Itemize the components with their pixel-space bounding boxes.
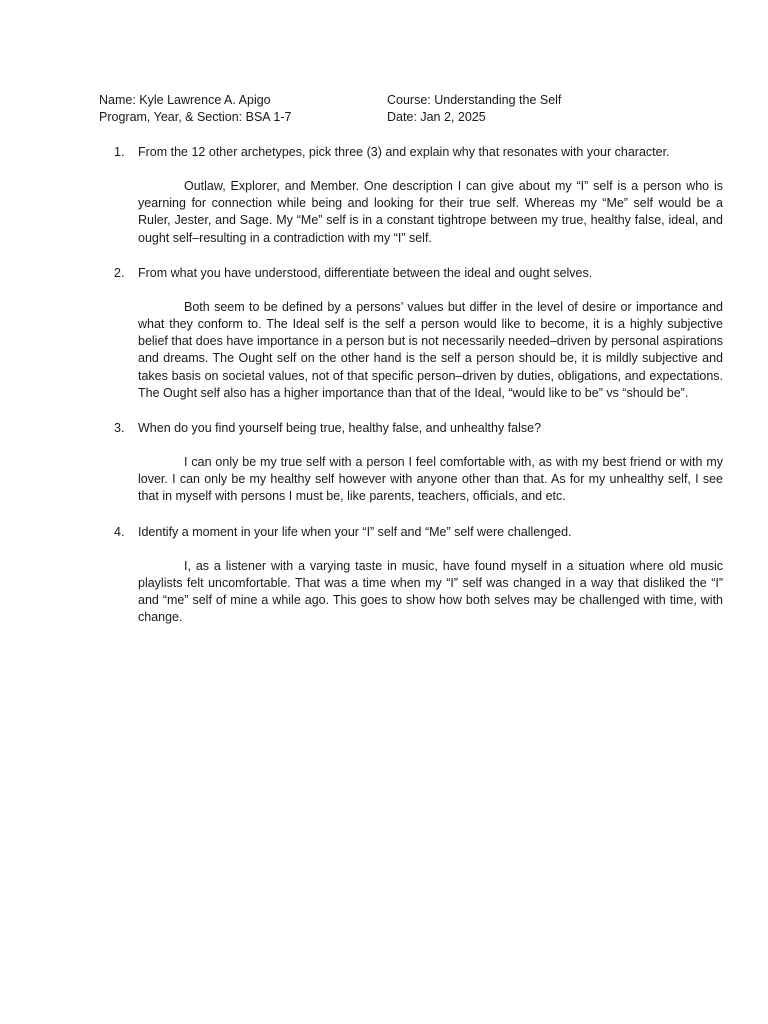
answer-text: I can only be my true self with a person I feel comfortable with, as with my best friend or with my lover. I can only be my healthy self however with anyone other than that. As for my unhealthy self, I see that in myself with persons I must be, like parents, teachers, officials, and etc.: [138, 455, 723, 504]
question-list: [114, 144, 723, 644]
question-text: When do you find yourself being true, healthy false, and unhealthy false?: [138, 421, 542, 436]
student-name: Name: Kyle Lawrence A. Apigo: [99, 93, 271, 107]
question-item-2: [114, 265, 723, 402]
answer-text: Both seem to be defined by a persons’ values but differ in the level of desire or importance and what they conform to. The Ideal self is the self a person would like to become, it is a highly subjective belief that does have importance in a person but is not necessarily needed–driven by personal aspirations and dreams. The Ought self on the other hand is the self a person should be, it is mildly subjective and takes basis on societal values, not of that specific person–driven by duties, obligations, and expectations. The Ought self also has a higher importance than that of the Ideal, “would like to be” vs “should be”.: [138, 299, 723, 400]
question-text: From the 12 other archetypes, pick three (3) and explain why that resonates with your character.: [138, 145, 670, 159]
program-section: Program, Year, & Section: BSA 1-7: [99, 110, 292, 124]
question-text: From what you have understood, differentiate between the ideal and ought selves.: [138, 265, 593, 280]
question-number: 3.: [114, 421, 125, 436]
document-header: [99, 92, 723, 126]
question-number: 1.: [114, 145, 125, 159]
question-item-4: [114, 524, 723, 627]
question-number: 4.: [114, 524, 125, 539]
course-name: Course: Understanding the Self: [387, 93, 562, 107]
header-row-1: [99, 92, 723, 109]
question-text: Identify a moment in your life when your “I” self and “Me” self were challenged.: [138, 524, 572, 539]
submission-date: Date: Jan 2, 2025: [387, 110, 486, 124]
answer-text: Outlaw, Explorer, and Member. One description I can give about my “I” self is a person who is yearning for connection while being and looking for their true self. Whereas my “Me” self would be a Ruler, Jester, and Sage. My “Me” self is in a constant tightrope between my true, healthy false, ideal, and ought self–resulting in a contradiction with my “I” self.: [138, 179, 723, 245]
answer-text: I, as a listener with a varying taste in music, have found myself in a situation where old music playlists felt uncomfortable. That was a time when my “I” self was changed in a way that disliked the “I” and “me” self of mine a while ago. This goes to show how both selves may be challenged with time, with change.: [138, 558, 723, 625]
question-item-1: [114, 144, 723, 247]
question-number: 2.: [114, 265, 125, 280]
question-item-3: [114, 420, 723, 506]
header-row-2: [99, 109, 723, 126]
